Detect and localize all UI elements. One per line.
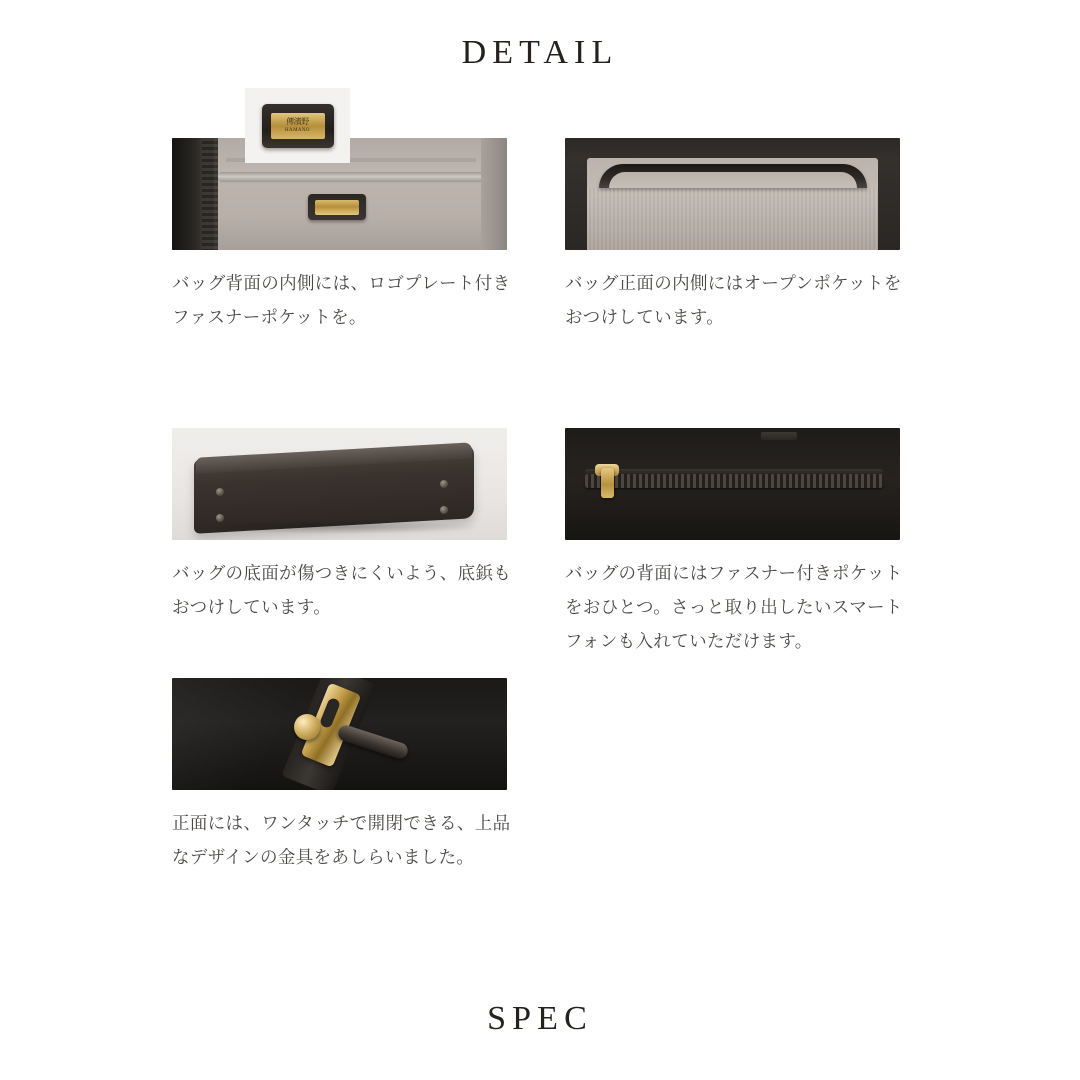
drop-shadow xyxy=(192,520,482,534)
highlight-overlay xyxy=(172,678,507,790)
detail-item-back-zipper-pocket xyxy=(565,428,905,658)
detail-item-inner-front-open-pocket xyxy=(565,138,905,334)
back-zipper-pocket-photo xyxy=(565,428,900,540)
brand-mark-latin: HAMANO xyxy=(285,128,310,133)
lining-right-edge xyxy=(481,138,507,250)
detail-item-bottom-studs xyxy=(172,428,512,624)
lining-seam xyxy=(218,172,486,181)
detail-caption: バッグ正面の内側にはオープンポケットをおつけしています。 xyxy=(565,273,902,328)
zipper-teeth-shape xyxy=(585,474,883,488)
detail-caption: バッグ背面の内側には、ロゴプレート付きファスナーポケットを。 xyxy=(172,273,511,328)
logo-plate-gold-face xyxy=(315,200,359,215)
logo-plate-closeup xyxy=(245,88,350,163)
logo-plate-shape xyxy=(262,104,334,148)
bottom-stud-icon xyxy=(440,480,448,488)
detail-caption: バッグの底面が傷つきにくいよう、底鋲もおつけしています。 xyxy=(172,563,512,618)
bottom-stud-icon xyxy=(440,506,448,514)
detail-item-inner-back-zipper-pocket xyxy=(172,138,512,334)
brand-tag-shape xyxy=(761,432,797,440)
brand-mark-kanji: 傳濱野 xyxy=(286,117,309,126)
page-title-spec: SPEC xyxy=(487,1000,593,1037)
inner-front-open-pocket-photo xyxy=(565,138,900,250)
pocket-opening-shape xyxy=(609,172,857,188)
detail-item-front-clasp-hardware xyxy=(172,678,512,874)
detail-caption: バッグの背面にはファスナー付きポケットをおひとつ。さっと取り出したいスマートフォンも入れていただけます。 xyxy=(565,563,903,652)
page-title-detail: DETAIL xyxy=(461,34,619,71)
bag-bottom-studs-photo xyxy=(172,428,507,540)
bottom-stud-icon xyxy=(216,488,224,496)
fabric-texture xyxy=(587,188,878,250)
front-clasp-hardware-photo xyxy=(172,678,507,790)
logo-plate-shape xyxy=(308,194,366,220)
logo-plate-gold-face xyxy=(271,113,325,139)
zipper-teeth-shape xyxy=(202,138,218,250)
zipper-pull-icon xyxy=(601,468,614,498)
detail-caption: 正面には、ワンタッチで開閉できる、上品なデザインの金具をあしらいました。 xyxy=(172,813,511,868)
